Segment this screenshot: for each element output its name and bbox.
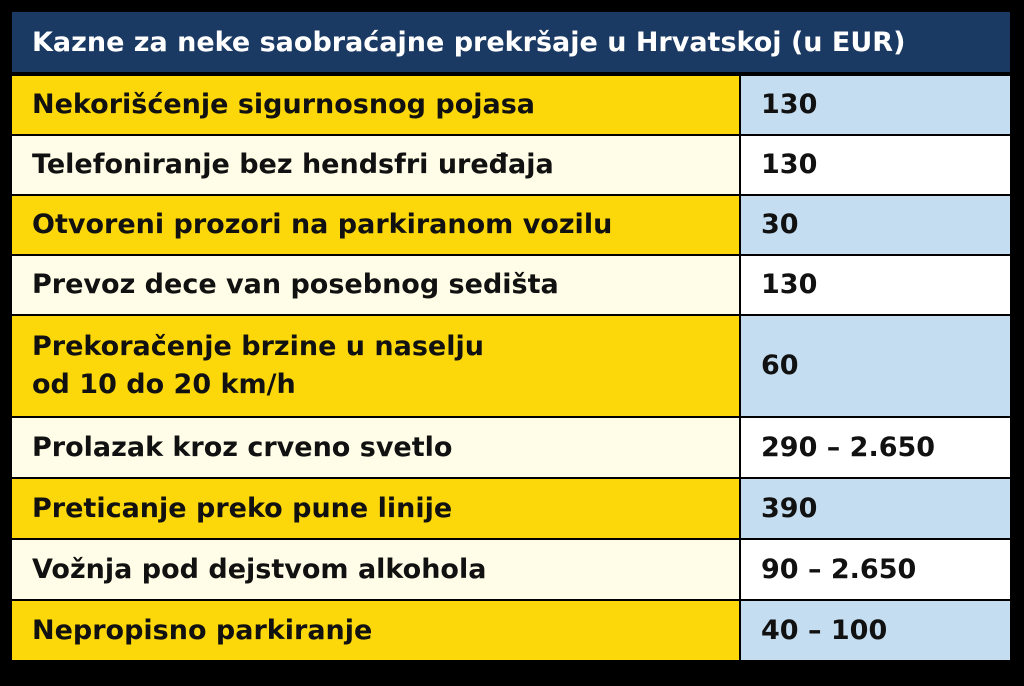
table-row <box>12 540 1010 599</box>
violation-label <box>12 316 739 416</box>
violation-label: Prevoz dece van posebnog sedišta <box>12 256 739 314</box>
violation-label-line-2: od 10 do 20 km/h <box>32 369 296 400</box>
violation-label: Prolazak kroz crveno svetlo <box>12 418 739 477</box>
fine-amount: 130 <box>739 136 1010 194</box>
fine-amount: 130 <box>739 76 1010 134</box>
violation-label: Preticanje preko pune linije <box>12 479 739 538</box>
violation-label: Vožnja pod dejstvom alkohola <box>12 540 739 599</box>
table-row <box>12 256 1010 314</box>
table-row <box>12 418 1010 477</box>
fine-amount: 90 – 2.650 <box>739 540 1010 599</box>
fine-amount: 290 – 2.650 <box>739 418 1010 477</box>
fine-amount: 40 – 100 <box>739 601 1010 660</box>
violation-label: Nekorišćenje sigurnosnog pojasa <box>12 76 739 134</box>
fines-table <box>12 74 1010 662</box>
table-row <box>12 479 1010 538</box>
table-row <box>12 136 1010 194</box>
fine-amount: 30 <box>739 196 1010 254</box>
table-row <box>12 76 1010 134</box>
table-title: Kazne za neke saobraćajne prekršaje u Hrvatskoj (u EUR) <box>12 12 1010 72</box>
violation-label: Otvoreni prozori na parkiranom vozilu <box>12 196 739 254</box>
fine-amount: 130 <box>739 256 1010 314</box>
table-row <box>12 196 1010 254</box>
violation-label: Telefoniranje bez hendsfri uređaja <box>12 136 739 194</box>
table-row <box>12 601 1010 660</box>
fine-amount: 60 <box>739 316 1010 416</box>
violation-label-line-1: Prekoračenje brzine u naselju <box>32 331 484 362</box>
violation-label: Nepropisno parkiranje <box>12 601 739 660</box>
fine-amount: 390 <box>739 479 1010 538</box>
table-row <box>12 316 1010 416</box>
